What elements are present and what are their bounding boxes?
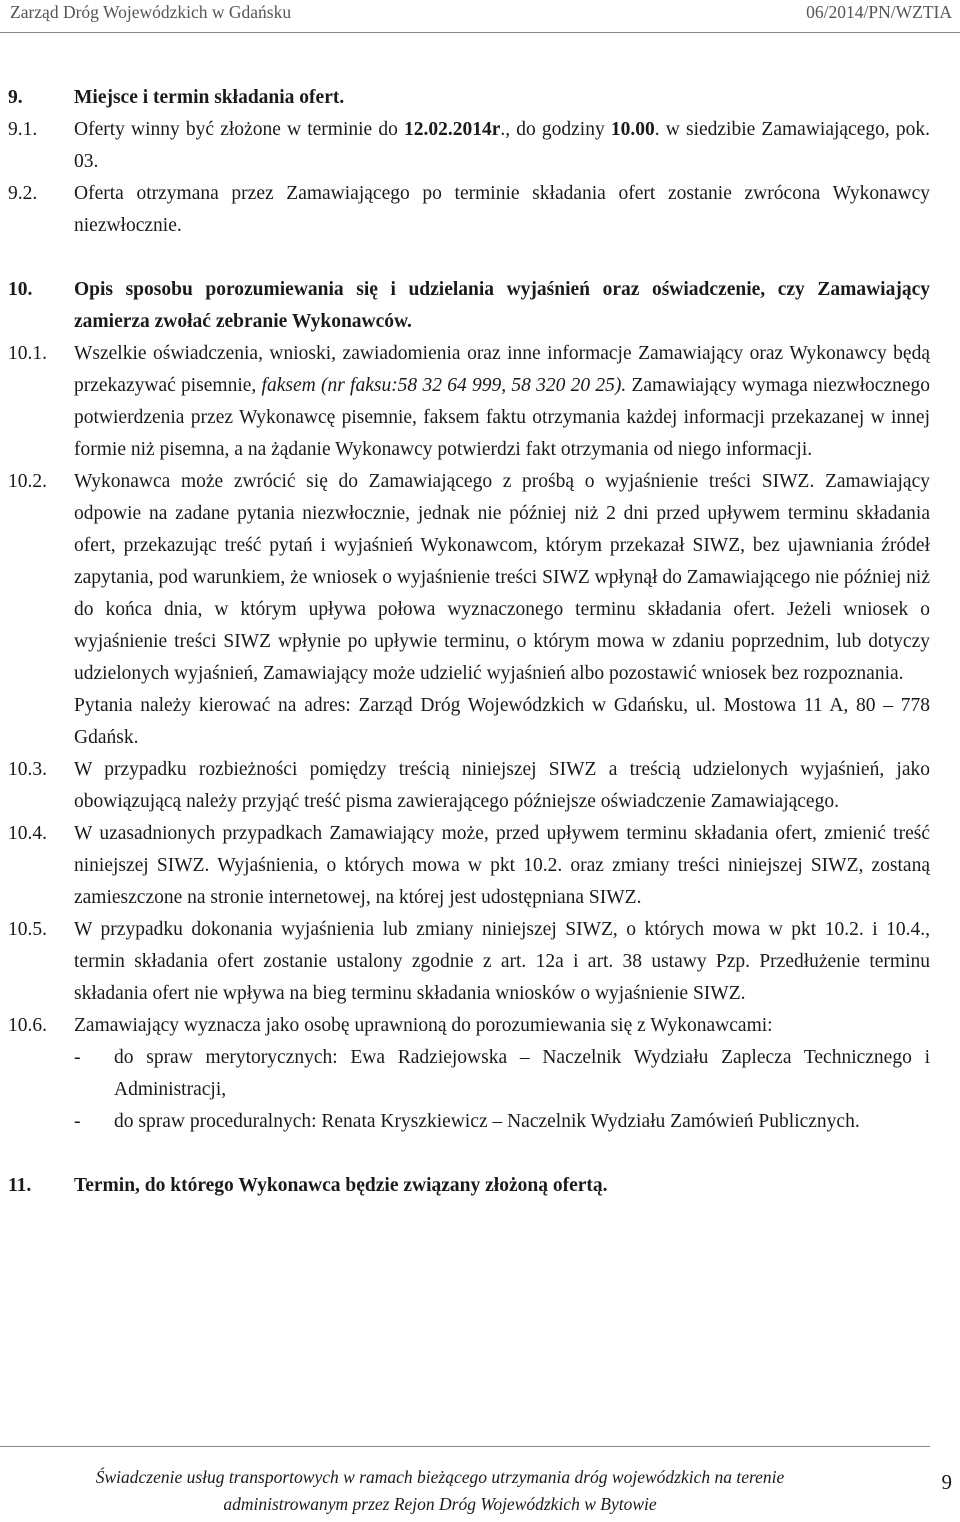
list-item: - do spraw merytorycznych: Ewa Radziejowska – Naczelnik Wydziału Zaplecza Technicznego i Administracji, bbox=[74, 1047, 930, 1100]
paragraph-10-4: 10.4. W uzasadnionych przypadkach Zamawiający może, przed upływem terminu składania ofert, zmienić treść niniejszej SIWZ. Wyjaśnienia, o których mowa w pkt 10.2. oraz zmiany treści niniejszej SIWZ, zostaną zamieszczone na stronie internetowej, na której jest udostępniana SIWZ. bbox=[8, 823, 930, 908]
footer-line-1: Świadczenie usług transportowych w ramach bieżącego utrzymania dróg wojewódzkich na terenie bbox=[95, 1467, 785, 1487]
fax-numbers: faksem (nr faksu:58 32 64 999, 58 320 20 25). bbox=[261, 375, 627, 396]
contact-address: Pytania należy kierować na adres: Zarząd Dróg Wojewódzkich w Gdańsku, ul. Mostowa 11 A, 80 – 778 Gdańsk. bbox=[74, 695, 930, 748]
page-number: 9 bbox=[941, 1470, 952, 1494]
paragraph-9-1: 9.1. Oferty winny być złożone w terminie do 12.02.2014r., do godziny 10.00. w siedzibie Zamawiającego, pok. 03. bbox=[8, 119, 930, 172]
header-organization: Zarząd Dróg Wojewódzkich w Gdańsku bbox=[10, 2, 292, 22]
paragraph-10-5: 10.5. W przypadku dokonania wyjaśnienia lub zmiany niniejszej SIWZ, o których mowa w pkt 10.2. i 10.4., termin składania ofert zostanie ustalony zgodnie z art. 12a i art. 38 ustawy Pzp. Przedłużenie terminu składania ofert nie wpływa na bieg terminu składania wniosków o wyjaśnienie SIWZ. bbox=[8, 919, 930, 1004]
paragraph-10-2: 10.2. Wykonawca może zwrócić się do Zamawiającego z prośbą o wyjaśnienie treści SIWZ. Zamawiający odpowie na zadane pytania niezwłocznie, jednak nie później niż 2 dni przed upływem terminu składania ofert, przekazując treść pytań i wyjaśnień Wykonawcom, którym przekazał SIWZ, bez ujawniania źródeł zapytania, pod warunkiem, że wniosek o wyjaśnienie treści SIWZ wpłynął do Zamawiającego nie później niż do końca dnia, w którym upływa połowa wyznaczonego terminu składania ofert. Jeżeli wniosek o wyjaśnienie treści SIWZ wpłynie po upływie terminu, o którym mowa w zdaniu poprzednim, lub dotyczy udzielonych wyjaśnień, Zamawiający może udzielić wyjaśnień albo pozostawić wniosek bez rozpoznania. Pytania należy kierować na adres: Zarząd Dróg Wojewódzkich w Gdańsku, ul. Mostowa 11 A, 80 – 778 Gdańsk. bbox=[0, 466, 960, 754]
page-footer bbox=[0, 1464, 880, 1518]
deadline-time: 10.00 bbox=[610, 119, 655, 140]
page-header bbox=[10, 2, 952, 24]
header-divider bbox=[0, 32, 960, 33]
section-11-heading: 11. Termin, do którego Wykonawca będzie związany złożoną ofertą. bbox=[8, 1175, 608, 1196]
section-10-heading: 10. Opis sposobu porozumiewania się i udzielania wyjaśnień oraz oświadczenie, czy Zamawiający zamierza zwołać zebranie Wykonawców. bbox=[8, 279, 930, 332]
section-11-title: Termin, do którego Wykonawca będzie związany złożoną ofertą. bbox=[74, 1175, 608, 1196]
paragraph-10-6: 10.6. Zamawiający wyznacza jako osobę uprawnioną do porozumiewania się z Wykonawcami: - do spraw merytorycznych: Ewa Radziejowska – Naczelnik Wydziału Zaplecza Technicznego i Administracji, - do spraw proceduralnych: Renata Kryszkiewicz – Naczelnik Wydziału Zamówień Publicznych. bbox=[0, 1010, 960, 1138]
list-item: - do spraw proceduralnych: Renata Kryszkiewicz – Naczelnik Wydziału Zamówień Publicznych. bbox=[74, 1111, 860, 1132]
paragraph-9-2: 9.2. Oferta otrzymana przez Zamawiającego po terminie składania ofert zostanie zwrócona Wykonawcy niezwłocznie. bbox=[8, 183, 930, 236]
deadline-date: 12.02.2014r bbox=[403, 119, 501, 140]
section-10-title: Opis sposobu porozumiewania się i udzielania wyjaśnień oraz oświadczenie, czy Zamawiający zamierza zwołać zebranie Wykonawców. bbox=[74, 279, 930, 332]
section-9-heading: 9. Miejsce i termin składania ofert. bbox=[8, 87, 345, 108]
footer-line-2: administrowanym przez Rejon Dróg Wojewódzkich w Bytowie bbox=[223, 1494, 657, 1514]
paragraph-10-1: 10.1. Wszelkie oświadczenia, wnioski, zawiadomienia oraz inne informacje Zamawiający oraz Wykonawcy będą przekazywać pisemnie, faksem (nr faksu:58 32 64 999, 58 320 20 25). Zamawiający wymaga niezwłocznego potwierdzenia przez Wykonawcę pisemnie, faksem faktu otrzymania każdej informacji przekazanej w innej formie niż pisemna, a na żądanie Wykonawcy potwierdzi fakt otrzymania od niego informacji. bbox=[8, 343, 930, 460]
paragraph-10-3: 10.3. W przypadku rozbieżności pomiędzy treścią niniejszej SIWZ a treścią udzielonych wyjaśnień, jako obowiązującą należy przyjąć treść pisma zawierającego późniejsze oświadczenie Zamawiającego. bbox=[8, 759, 930, 812]
section-9-title: Miejsce i termin składania ofert. bbox=[74, 87, 345, 108]
footer-divider bbox=[0, 1446, 930, 1447]
document-body bbox=[0, 82, 960, 1202]
header-reference-number: 06/2014/PN/WZTIA bbox=[806, 2, 952, 22]
